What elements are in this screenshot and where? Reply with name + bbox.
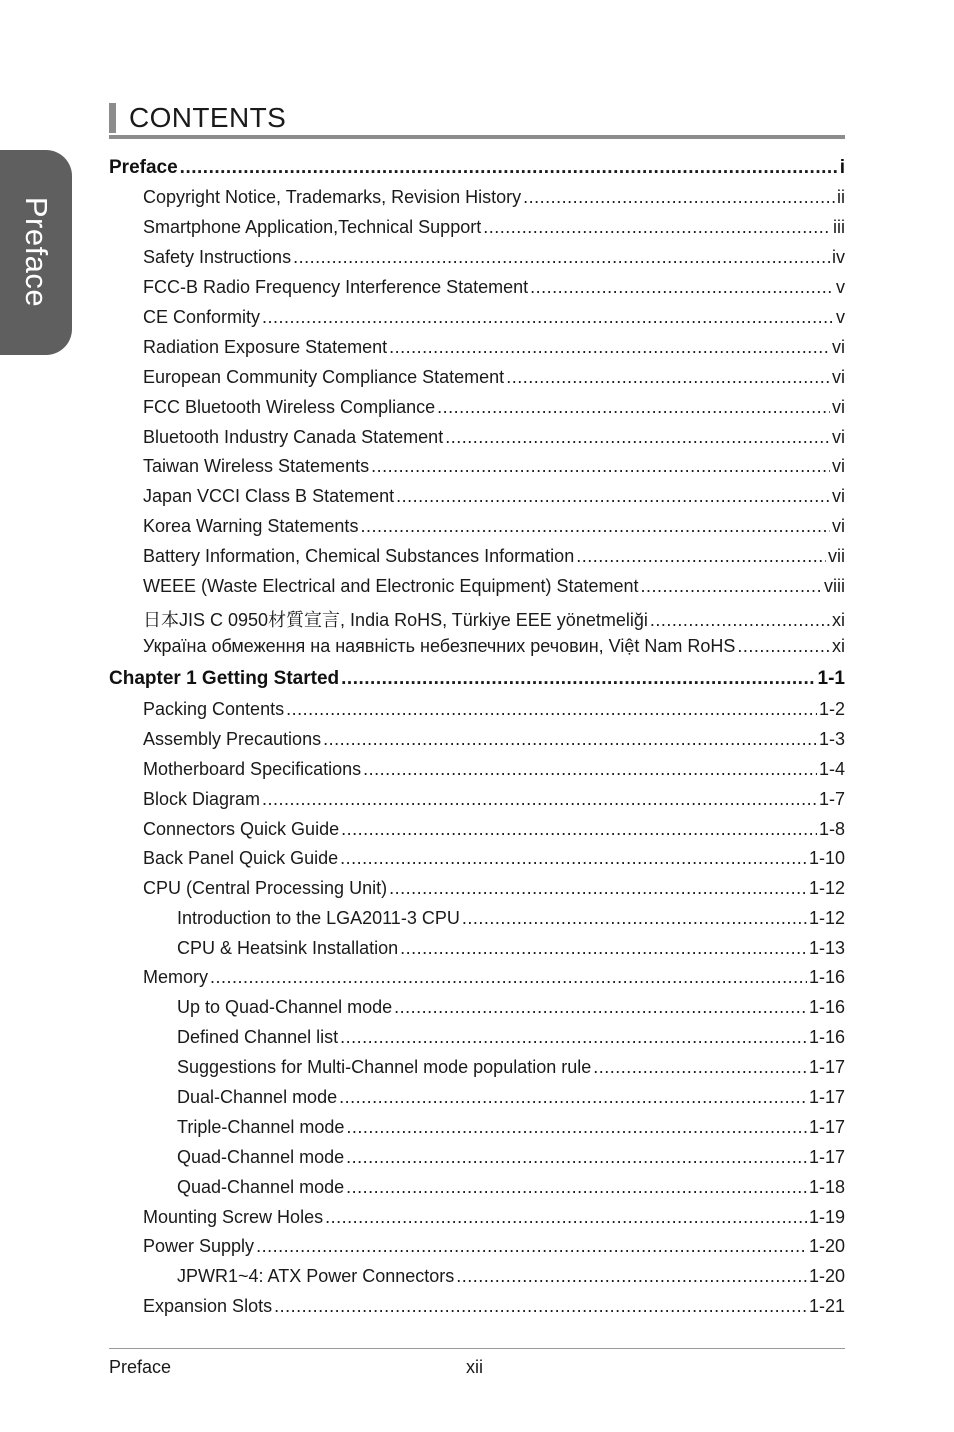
toc-dot-leader	[737, 636, 830, 657]
toc-entry[interactable]	[177, 1266, 845, 1287]
toc-entry[interactable]	[143, 636, 845, 657]
toc-entry-page: 1-16	[808, 967, 845, 987]
toc-dot-leader	[400, 938, 807, 959]
toc-entry-label: Smartphone Application,Technical Support	[143, 217, 482, 237]
toc-entry-page: 1-19	[808, 1207, 845, 1227]
toc-dot-leader	[394, 997, 807, 1018]
toc-dot-leader	[576, 546, 826, 567]
toc-dot-leader	[341, 668, 815, 690]
toc-entry-label: Chapter 1 Getting Started	[109, 668, 340, 689]
toc-entry-page: i	[839, 157, 845, 178]
page-title: CONTENTS	[129, 102, 287, 133]
toc-entry-page: 1-17	[808, 1117, 845, 1137]
toc-entry-page: 1-2	[818, 699, 845, 719]
footer-page-number: xii	[466, 1357, 483, 1377]
toc-entry[interactable]	[143, 759, 845, 780]
toc-entry-label: Assembly Precautions	[143, 729, 322, 749]
toc-entry[interactable]	[143, 606, 845, 632]
toc-dot-leader	[641, 576, 822, 597]
toc-entry-page: 1-21	[808, 1296, 845, 1316]
toc-dot-leader	[346, 1117, 807, 1138]
toc-entry-label: Battery Information, Chemical Substances Information	[143, 546, 575, 566]
toc-entry-page: 1-12	[808, 908, 845, 928]
toc-entry[interactable]	[143, 337, 845, 358]
toc-entry-label: Korea Warning Statements	[143, 516, 359, 536]
toc-entry-label: Quad-Channel mode	[177, 1147, 345, 1167]
toc-entry[interactable]	[177, 1147, 845, 1168]
toc-entry-page: 1-4	[818, 759, 845, 779]
toc-entry-label: Connectors Quick Guide	[143, 819, 340, 839]
toc-dot-leader	[437, 397, 830, 418]
toc-entry[interactable]	[143, 367, 845, 388]
toc-entry-label: CPU (Central Processing Unit)	[143, 878, 388, 898]
toc-entry[interactable]	[143, 699, 845, 720]
toc-entry-label: Packing Contents	[143, 699, 285, 719]
toc-entry-page: 1-17	[808, 1147, 845, 1167]
toc-entry-label: Motherboard Specifications	[143, 759, 362, 779]
toc-entry[interactable]	[143, 576, 845, 597]
toc-dot-leader	[530, 277, 834, 298]
toc-entry-page: 1-17	[808, 1087, 845, 1107]
toc-dot-leader	[389, 878, 807, 899]
toc-entry[interactable]	[143, 516, 845, 537]
toc-entry[interactable]	[177, 1027, 845, 1048]
toc-entry-page: xi	[832, 636, 845, 656]
toc-entry-page: vii	[828, 546, 845, 566]
toc-entry[interactable]	[143, 1296, 845, 1317]
toc-dot-leader	[274, 1296, 807, 1317]
toc-dot-leader	[346, 1147, 807, 1168]
toc-entry[interactable]	[143, 397, 845, 418]
toc-entry[interactable]	[177, 997, 845, 1018]
toc-entry[interactable]	[143, 277, 845, 298]
toc-dot-leader	[256, 1236, 807, 1257]
toc-dot-leader	[339, 1087, 807, 1108]
toc-entry-label: Quad-Channel mode	[177, 1177, 345, 1197]
toc-entry-label: Copyright Notice, Trademarks, Revision History	[143, 187, 522, 207]
toc-dot-leader	[650, 610, 830, 631]
toc-entry-page: 1-12	[808, 878, 845, 898]
toc-entry[interactable]	[143, 486, 845, 507]
toc-entry-page: xi	[832, 610, 845, 630]
toc-dot-leader	[593, 1057, 807, 1078]
toc-entry-page: vi	[832, 367, 845, 387]
toc-dot-leader	[506, 367, 830, 388]
toc-entry[interactable]	[143, 247, 845, 268]
toc-entry-label: WEEE (Waste Electrical and Electronic Equipment) Statement	[143, 576, 639, 596]
toc-entry-label: Mounting Screw Holes	[143, 1207, 324, 1227]
toc-entry[interactable]	[143, 1207, 845, 1228]
toc-entry-label: 日本JIS C 0950材質宣言, India RoHS, Türkiye EEE yönetmeliği	[143, 610, 648, 630]
toc-entry-page: v	[836, 277, 845, 297]
toc-entry-page: iv	[832, 247, 845, 267]
toc-entry-page: 1-7	[818, 789, 845, 809]
toc-entry-page: iii	[833, 217, 845, 237]
toc-entry-label: Back Panel Quick Guide	[143, 848, 339, 868]
toc-entry-page: vi	[832, 486, 845, 506]
toc-entry[interactable]	[143, 307, 845, 328]
toc-entry[interactable]	[143, 848, 845, 869]
toc-entry-label: JPWR1~4: ATX Power Connectors	[177, 1266, 455, 1286]
toc-entry-page: 1-20	[808, 1266, 845, 1286]
toc-entry-label: Triple-Channel mode	[177, 1117, 345, 1137]
toc-entry[interactable]	[143, 967, 845, 988]
toc-dot-leader	[286, 699, 817, 720]
toc-entry-label: Expansion Slots	[143, 1296, 273, 1316]
toc-entry-page: 1-3	[818, 729, 845, 749]
toc-entry-label: European Community Compliance Statement	[143, 367, 505, 387]
toc-entry-label: Dual-Channel mode	[177, 1087, 338, 1107]
toc-entry[interactable]	[143, 187, 845, 208]
toc-dot-leader	[462, 908, 807, 929]
toc-dot-leader	[325, 1207, 807, 1228]
toc-entry-label: Japan VCCI Class B Statement	[143, 486, 395, 506]
footer-divider	[109, 1348, 845, 1349]
toc-dot-leader	[323, 729, 817, 750]
toc-entry[interactable]	[143, 456, 845, 477]
toc-dot-leader	[293, 247, 830, 268]
side-tab-label: Preface	[19, 196, 54, 308]
toc-entry[interactable]	[143, 1236, 845, 1257]
toc-entry[interactable]	[143, 878, 845, 899]
toc-section-entry[interactable]	[109, 668, 845, 690]
toc-entry[interactable]	[177, 1177, 845, 1198]
toc-entry-page: 1-1	[817, 668, 845, 689]
toc-dot-leader	[483, 217, 831, 238]
toc-entry-label: Taiwan Wireless Statements	[143, 456, 370, 476]
toc-entry[interactable]	[177, 1117, 845, 1138]
toc-entry[interactable]	[143, 427, 845, 448]
toc-dot-leader	[210, 967, 807, 988]
toc-entry-page: vi	[832, 337, 845, 357]
toc-entry-label: Radiation Exposure Statement	[143, 337, 388, 357]
toc-entry-label: Introduction to the LGA2011-3 CPU	[177, 908, 460, 928]
toc-entry-page: 1-20	[808, 1236, 845, 1256]
toc-entry-label: Bluetooth Industry Canada Statement	[143, 427, 444, 447]
toc-entry-page: v	[836, 307, 845, 327]
toc-entry[interactable]	[143, 819, 845, 840]
toc-entry-page: vi	[832, 516, 845, 536]
toc-entry-page: vi	[832, 397, 845, 417]
toc-entry-page: 1-17	[808, 1057, 845, 1077]
toc-dot-leader	[523, 187, 835, 208]
toc-dot-leader	[262, 307, 834, 328]
toc-dot-leader	[363, 759, 817, 780]
toc-entry-label: Memory	[143, 967, 209, 987]
toc-entry-label: FCC Bluetooth Wireless Compliance	[143, 397, 436, 417]
toc-dot-leader	[346, 1177, 807, 1198]
toc-entry-label: Up to Quad-Channel mode	[177, 997, 393, 1017]
toc-dot-leader	[445, 427, 830, 448]
toc-entry-label: Defined Channel list	[177, 1027, 339, 1047]
toc-entry[interactable]	[177, 938, 845, 959]
toc-entry-label: Suggestions for Multi-Channel mode population rule	[177, 1057, 592, 1077]
toc-entry-label: Safety Instructions	[143, 247, 292, 267]
toc-entry[interactable]	[177, 908, 845, 929]
footer-section-label: Preface	[109, 1357, 172, 1377]
toc-dot-leader	[262, 789, 817, 810]
toc-entry-label: Україна обмеження на наявність небезпечних речовин, Việt Nam RoHS	[143, 636, 736, 656]
toc-entry[interactable]	[143, 217, 845, 238]
toc-section-entry[interactable]	[109, 157, 845, 179]
toc-entry[interactable]	[143, 729, 845, 750]
toc-entry-label: CPU & Heatsink Installation	[177, 938, 399, 958]
toc-dot-leader	[371, 456, 830, 477]
toc-dot-leader	[340, 848, 807, 869]
toc-entry-label: Block Diagram	[143, 789, 261, 809]
toc-entry-page: 1-10	[808, 848, 845, 868]
toc-dot-leader	[396, 486, 830, 507]
toc-entry-label: CE Conformity	[143, 307, 261, 327]
toc-dot-leader	[180, 157, 838, 179]
toc-entry-label: Power Supply	[143, 1236, 255, 1256]
toc-dot-leader	[456, 1266, 807, 1287]
toc-entry-page: 1-16	[808, 997, 845, 1017]
toc-entry-page: vi	[832, 456, 845, 476]
toc-entry-page: 1-16	[808, 1027, 845, 1047]
toc-dot-leader	[360, 516, 830, 537]
toc-dot-leader	[341, 819, 817, 840]
toc-entry-page: viii	[824, 576, 845, 596]
toc-entry-label: FCC-B Radio Frequency Interference Statement	[143, 277, 529, 297]
toc-entry-page: 1-8	[818, 819, 845, 839]
toc-dot-leader	[389, 337, 830, 358]
toc-entry[interactable]	[177, 1057, 845, 1078]
toc-entry[interactable]	[143, 546, 845, 567]
toc-dot-leader	[340, 1027, 807, 1048]
toc-entry[interactable]	[143, 789, 845, 810]
toc-entry-page: vi	[832, 427, 845, 447]
toc-entry-page: ii	[837, 187, 845, 207]
toc-entry-page: 1-13	[808, 938, 845, 958]
toc-entry-page: 1-18	[808, 1177, 845, 1197]
toc-entry-label: Preface	[109, 157, 178, 178]
toc-entry[interactable]	[177, 1087, 845, 1108]
